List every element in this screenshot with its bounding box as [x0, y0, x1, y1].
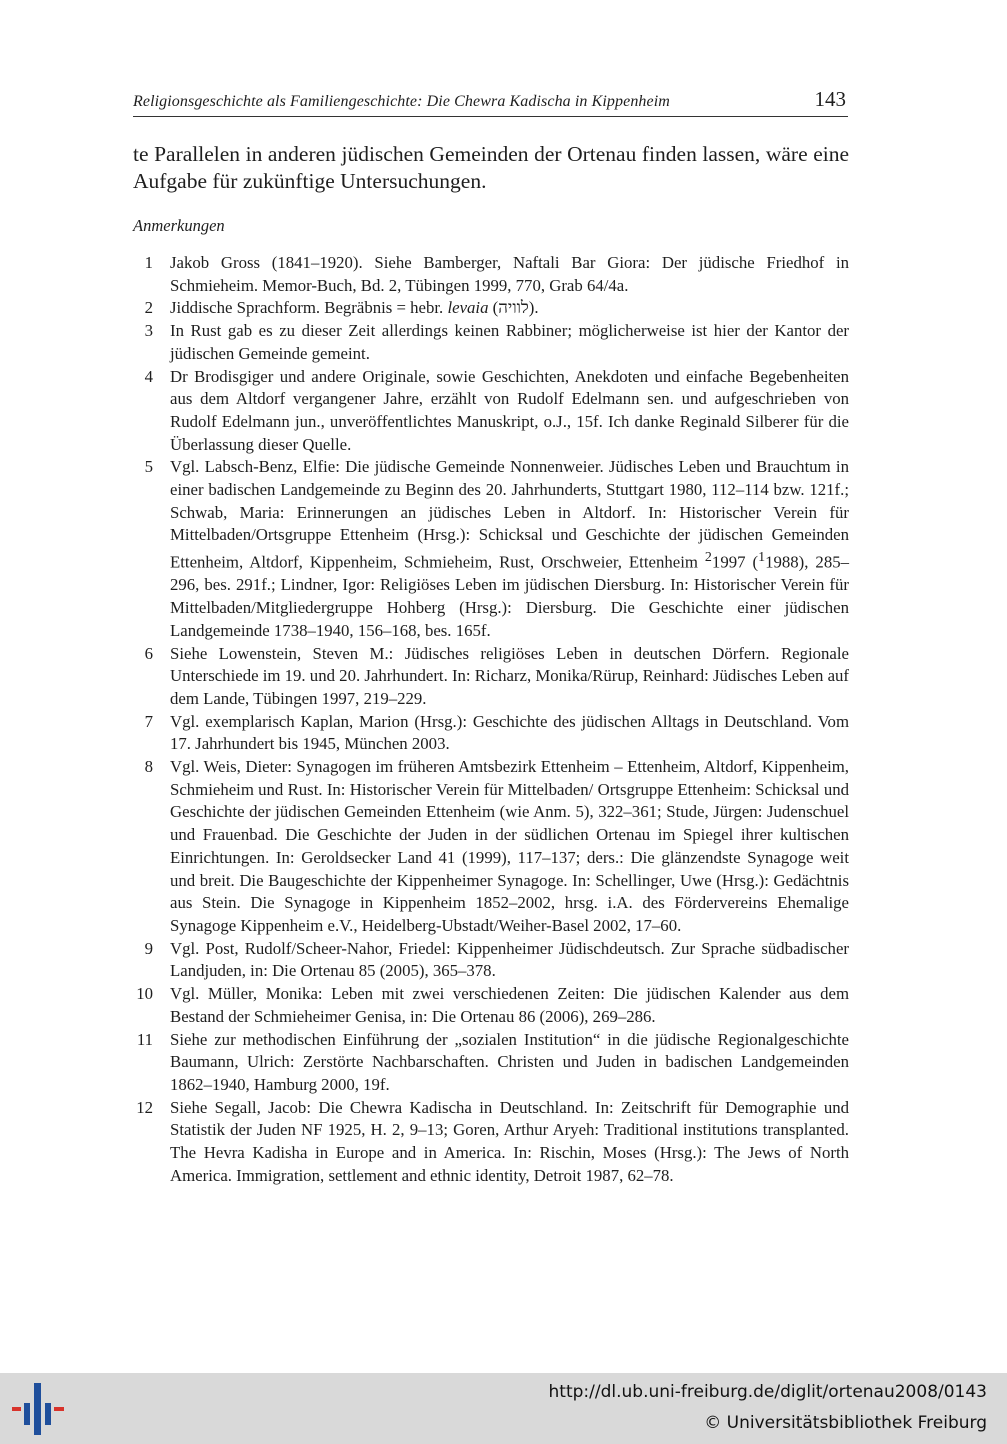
endnote — [133, 643, 849, 711]
hebrew-term-transliteration: levaia — [447, 298, 489, 318]
endnote-number: 2 — [144, 298, 153, 318]
edition-superscript: 1 — [758, 550, 766, 566]
endnote — [133, 983, 849, 1028]
endnote-text: Vgl. Post, Rudolf/Scheer-Nahor, Friedel: Kippenheimer Jüdischdeutsch. Zur Sprache südbadischer Landjuden, in: Die Ortenau 85 (2005), 365–378. — [170, 938, 849, 981]
endnote-text: Siehe Lowenstein, Steven M.: Jüdisches religiöses Leben in deutschen Dörfern. Regionale Unterschiede im 19. und 20. Jahrhundert. In: Richarz, Monika/Rürup, Reinhard: Jüdisches Leben auf dem Lande, Tübingen 1997, 219–229. — [170, 643, 850, 708]
endnote-text: Siehe zur methodischen Einführung der „sozialen Institution“ in die jüdische Regionalgeschichte Baumann, Ulrich: Zerstörte Nachbarschaften. Christen und Juden in badischen Landgemeinden 1862–1940, Hamburg 2000, 19f. — [170, 1029, 849, 1094]
notes-heading: Anmerkungen — [133, 216, 225, 235]
permalink-url[interactable]: http://dl.ub.uni-freiburg.de/diglit/ortenau2008/0143 — [548, 1382, 987, 1402]
endnote-text-part: Vgl. Labsch-Benz, Elfie: Die jüdische Gemeinde Nonnenweier. Jüdisches Leben und Brauchtum in einer badischen Landgemeinde zu Beginn des 20. Jahrhunderts, Stuttgart 1980, 112–114 bzw. 121f.; Schwab, Maria: Erinnerungen an jüdisches Leben in Altdorf. In: Historischer Verein für Mittelbaden/Ortsgruppe Ettenheim (Hrsg.): Schicksal und Geschichte der jüdischen Gemeinden Ettenheim, Altdorf, Kippenheim, Schmieheim, Rust, Orschweier, Ettenheim — [170, 457, 849, 572]
endnote — [133, 756, 849, 938]
endnote-number: 1 — [144, 253, 153, 272]
endnote-text-part: (לוויה). — [488, 298, 539, 318]
endnote — [133, 297, 849, 320]
endnote — [133, 320, 849, 365]
endnote-text: Vgl. exemplarisch Kaplan, Marion (Hrsg.): Geschichte des jüdischen Alltags in Deutschland. Vom 17. Jahrhundert bis 1945, München 2003. — [170, 711, 849, 754]
running-title: Religionsgeschichte als Familiengeschichte: Die Chewra Kadischa in Kippenheim — [133, 93, 670, 110]
endnote-number: 10 — [136, 984, 153, 1004]
endnote-text-part: 1997 ( — [711, 552, 759, 572]
endnote-number: 7 — [144, 711, 153, 731]
endnote-number: 4 — [144, 366, 153, 386]
endnote-number: 9 — [144, 938, 153, 958]
running-header — [133, 88, 848, 117]
endnote-number: 6 — [144, 643, 153, 663]
endnote-text: Dr Brodisgiger und andere Originale, sowie Geschichten, Anekdoten und einfache Begebenheiten aus dem Altdorf vergangener Jahre, erzählt von Rudolf Edelmann sen. und aufgeschrieben von Rudolf Edelmann jun., unveröffentlichtes Manuskript, o.J., 15f. Ich danke Reginald Silberer für die Überlassung dieser Quelle. — [170, 366, 849, 454]
endnote-text: Vgl. Müller, Monika: Leben mit zwei verschiedenen Zeiten: Die jüdischen Kalender aus dem Bestand der Schmieheimer Genisa, in: Die Ortenau 86 (2006), 269–286. — [170, 984, 849, 1026]
endnote-text: Siehe Segall, Jacob: Die Chewra Kadischa in Deutschland. In: Zeitschrift für Demographie und Statistik der Juden NF 1925, H. 2, 9–13; Goren, Arthur Aryeh: Traditional institutions transplanted. The Hevra Kadisha in Europe and in America. In: Rischin, Moses (Hrsg.): The Jews of North America. Immigration, settlement and ethnic identity, Detroit 1987, 62–78. — [170, 1097, 849, 1185]
endnote-number: 8 — [144, 757, 153, 777]
endnote-text — [170, 297, 849, 320]
endnote-text-part: 1988), 285–296, bes. 291f.; Lindner, Igor: Religiöses Leben im jüdischen Diersburg. In: Historischer Verein für Mittelbaden/Mitgliedergruppe Hohberg (Hrsg.): Diersburg. Die Geschichte einer jüdischen Landgemeinde 1738–1940, 156–168, bes. 165f. — [170, 552, 849, 640]
endnote-number: 12 — [136, 1097, 153, 1117]
endnotes-list — [133, 252, 849, 1187]
copyright-notice: © Universitätsbibliothek Freiburg — [704, 1413, 987, 1433]
page-number: 143 — [814, 87, 846, 111]
ub-freiburg-logo-icon — [12, 1383, 64, 1435]
edition-superscript: 2 — [704, 550, 712, 566]
endnote — [133, 366, 849, 457]
endnote — [133, 1097, 849, 1188]
endnote-text: Jakob Gross (1841–1920). Siehe Bamberger, Naftali Bar Giora: Der jüdische Friedhof in Schmieheim. Memor-Buch, Bd. 2, Tübingen 1999, 770, Grab 64/4a. — [170, 253, 849, 295]
endnote-number: 11 — [136, 1029, 153, 1049]
endnote-text — [170, 456, 849, 642]
endnote-text-part: Jiddische Sprachform. Begräbnis = hebr. — [170, 298, 448, 318]
endnote-number: 5 — [144, 457, 153, 477]
endnote — [133, 938, 849, 983]
endnote — [133, 456, 849, 642]
endnote — [133, 711, 849, 756]
endnote — [133, 1029, 849, 1097]
endnote-text: In Rust gab es zu dieser Zeit allerdings keinen Rabbiner; möglicherweise ist hier der Kantor der jüdischen Gemeinde gemeint. — [170, 321, 849, 363]
endnote — [133, 252, 849, 297]
endnote-number: 3 — [144, 321, 153, 341]
endnote-text: Vgl. Weis, Dieter: Synagogen im früheren Amtsbezirk Ettenheim – Ettenheim, Altdorf, Kippenheim, Schmieheim und Rust. In: Historischer Verein für Mittelbaden/ Ortsgruppe Ettenheim: Schicksal und Geschichte der jüdischen Gemeinden Ettenheim (wie Anm. 5), 322–361; Stude, Jürgen: Judenschuel und Frauenbad. Die Geschichte der Juden in der südlichen Ortenau im Spiegel ihrer kultischen Einrichtungen. In: Geroldsecker Land 41 (1999), 117–137; ders.: Die glänzendste Synagoge weit und breit. Die Baugeschichte der Kippenheimer Synagoge. In: Schellinger, Uwe (Hrsg.): Gedächtnis aus Stein. Die Synagoge in Kippenheim 1852–2002, hrsg. i.A. des Fördervereins Ehemalige Synagoge Kippenheim e.V., Heidelberg-Ubstadt/Weiher-Basel 2002, 17–60. — [170, 757, 849, 935]
intro-paragraph: te Parallelen in anderen jüdischen Gemeinden der Ortenau finden lassen, wäre eine Aufgabe für zukünftige Untersuchungen. — [133, 142, 849, 193]
library-footer-bar — [0, 1373, 1007, 1444]
